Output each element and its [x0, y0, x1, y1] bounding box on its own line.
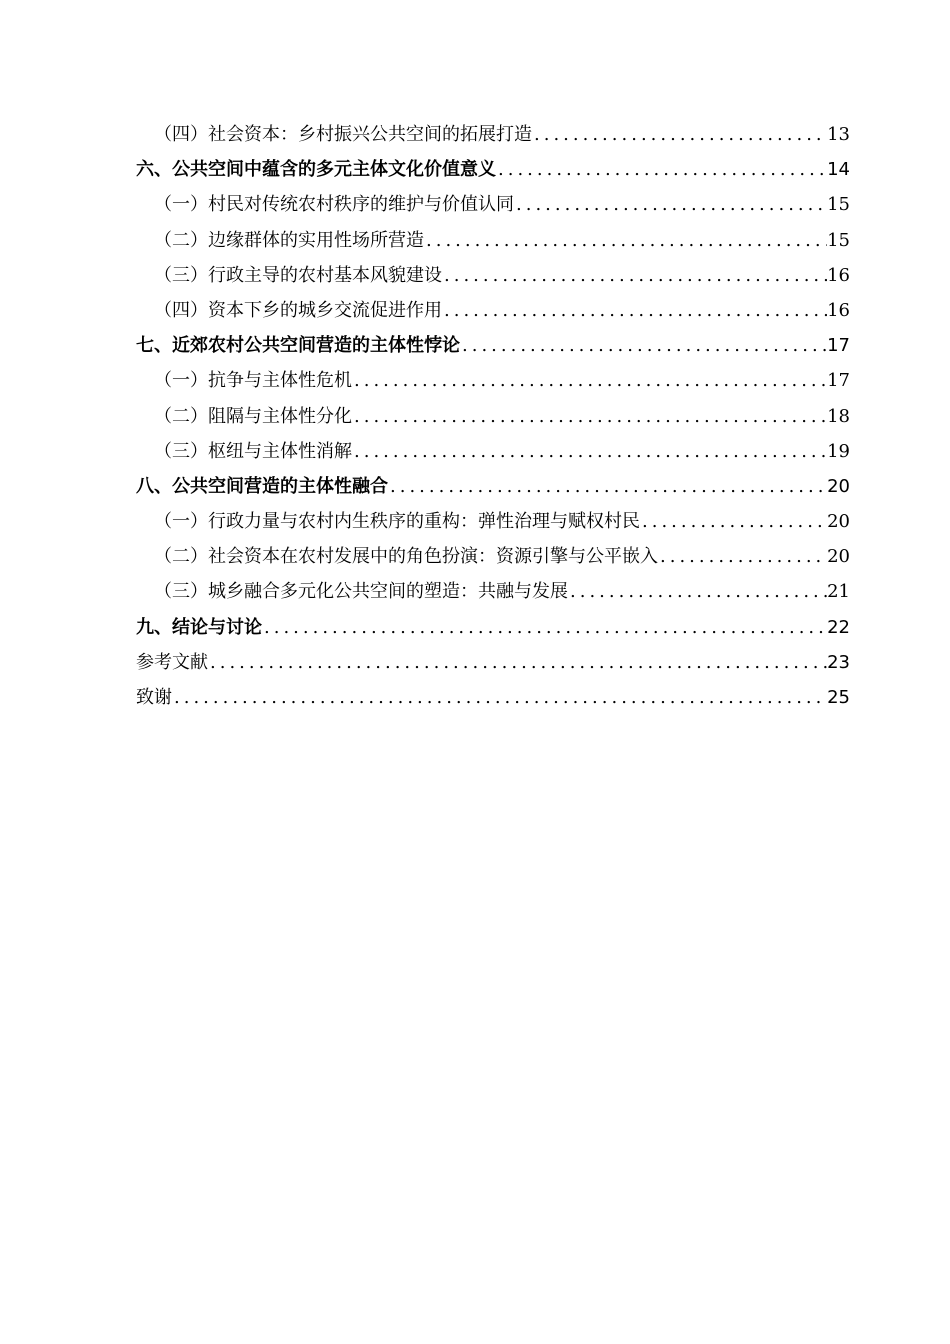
- toc-entry[interactable]: [136, 645, 850, 680]
- toc-entry[interactable]: [136, 574, 850, 609]
- toc-entry-page: 15: [827, 194, 850, 216]
- toc-entry-page: 17: [827, 370, 850, 392]
- toc-leader-dots: [352, 363, 827, 398]
- toc-entry[interactable]: [136, 117, 850, 152]
- toc-entry[interactable]: [136, 469, 850, 504]
- toc-entry-page: 16: [827, 264, 850, 286]
- toc-entry-title: （二）社会资本在农村发展中的角色扮演：资源引擎与公平嵌入: [154, 546, 658, 568]
- toc-entry-title: （一）村民对传统农村秩序的维护与价值认同: [154, 194, 514, 216]
- toc-entry-page: 16: [827, 299, 850, 321]
- toc-entry[interactable]: [136, 680, 850, 715]
- toc-entry-title: 参考文献: [136, 651, 208, 673]
- toc-entry-page: 22: [827, 616, 850, 638]
- toc-leader-dots: [514, 187, 827, 222]
- toc-entry-page: 13: [827, 124, 850, 145]
- toc-leader-dots: [460, 328, 827, 363]
- toc-entry-title: （四）资本下乡的城乡交流促进作用: [154, 299, 442, 321]
- toc-entry-title: （三）枢纽与主体性消解: [154, 440, 352, 462]
- toc-entry-page: 14: [827, 159, 850, 181]
- toc-leader-dots: [442, 258, 827, 293]
- toc-leader-dots: [496, 152, 827, 187]
- toc-leader-dots: [172, 680, 827, 715]
- toc-entry[interactable]: [136, 539, 850, 574]
- toc-leader-dots: [262, 610, 827, 645]
- toc-entry[interactable]: [136, 610, 850, 645]
- toc-entry-page: 19: [827, 440, 850, 462]
- toc-entry-title: （三）行政主导的农村基本风貌建设: [154, 264, 442, 286]
- toc-leader-dots: [640, 504, 827, 539]
- toc-entry-page: 21: [827, 581, 850, 603]
- toc-entry-title: （二）阻隔与主体性分化: [154, 405, 352, 427]
- toc-entry-title: 八、公共空间营造的主体性融合: [136, 475, 388, 497]
- toc-entry-title: （一）行政力量与农村内生秩序的重构：弹性治理与赋权村民: [154, 511, 640, 533]
- toc-entry[interactable]: [136, 293, 850, 328]
- toc-entry-page: 17: [827, 335, 850, 357]
- toc-entry-page: 23: [827, 651, 850, 673]
- toc-leader-dots: [208, 645, 827, 680]
- toc-entry[interactable]: [136, 504, 850, 539]
- toc-entry[interactable]: [136, 223, 850, 258]
- toc-entry-title: （三）城乡融合多元化公共空间的塑造：共融与发展: [154, 581, 568, 603]
- toc-leader-dots: [388, 469, 827, 504]
- toc-leader-dots: [424, 223, 827, 258]
- toc-entry-page: 20: [827, 475, 850, 497]
- toc-entry-title: 七、近郊农村公共空间营造的主体性悖论: [136, 335, 460, 357]
- toc-leader-dots: [568, 574, 827, 609]
- toc-leader-dots: [532, 117, 827, 152]
- toc-entry-page: 20: [827, 511, 850, 533]
- toc-entry-page: 15: [827, 229, 850, 251]
- toc-entry[interactable]: [136, 399, 850, 434]
- toc-leader-dots: [352, 399, 827, 434]
- toc-leader-dots: [442, 293, 827, 328]
- toc-entry-title: （四）社会资本：乡村振兴公共空间的拓展打造: [154, 124, 532, 145]
- toc-entry[interactable]: [136, 258, 850, 293]
- toc-entry-title: 九、结论与讨论: [136, 616, 262, 638]
- toc-entry[interactable]: [136, 152, 850, 187]
- toc-entry[interactable]: [136, 363, 850, 398]
- toc-entry[interactable]: [136, 434, 850, 469]
- toc-leader-dots: [658, 539, 827, 574]
- toc-entry-title: （二）边缘群体的实用性场所营造: [154, 229, 424, 251]
- toc-entry-title: 六、公共空间中蕴含的多元主体文化价值意义: [136, 159, 496, 181]
- toc-entry[interactable]: [136, 328, 850, 363]
- table-of-contents: [136, 117, 850, 715]
- toc-entry-page: 20: [827, 546, 850, 568]
- toc-leader-dots: [352, 434, 827, 469]
- toc-entry-page: 18: [827, 405, 850, 427]
- toc-entry-title: 致谢: [136, 687, 172, 708]
- toc-entry[interactable]: [136, 187, 850, 222]
- toc-entry-title: （一）抗争与主体性危机: [154, 370, 352, 392]
- toc-entry-page: 25: [827, 687, 850, 708]
